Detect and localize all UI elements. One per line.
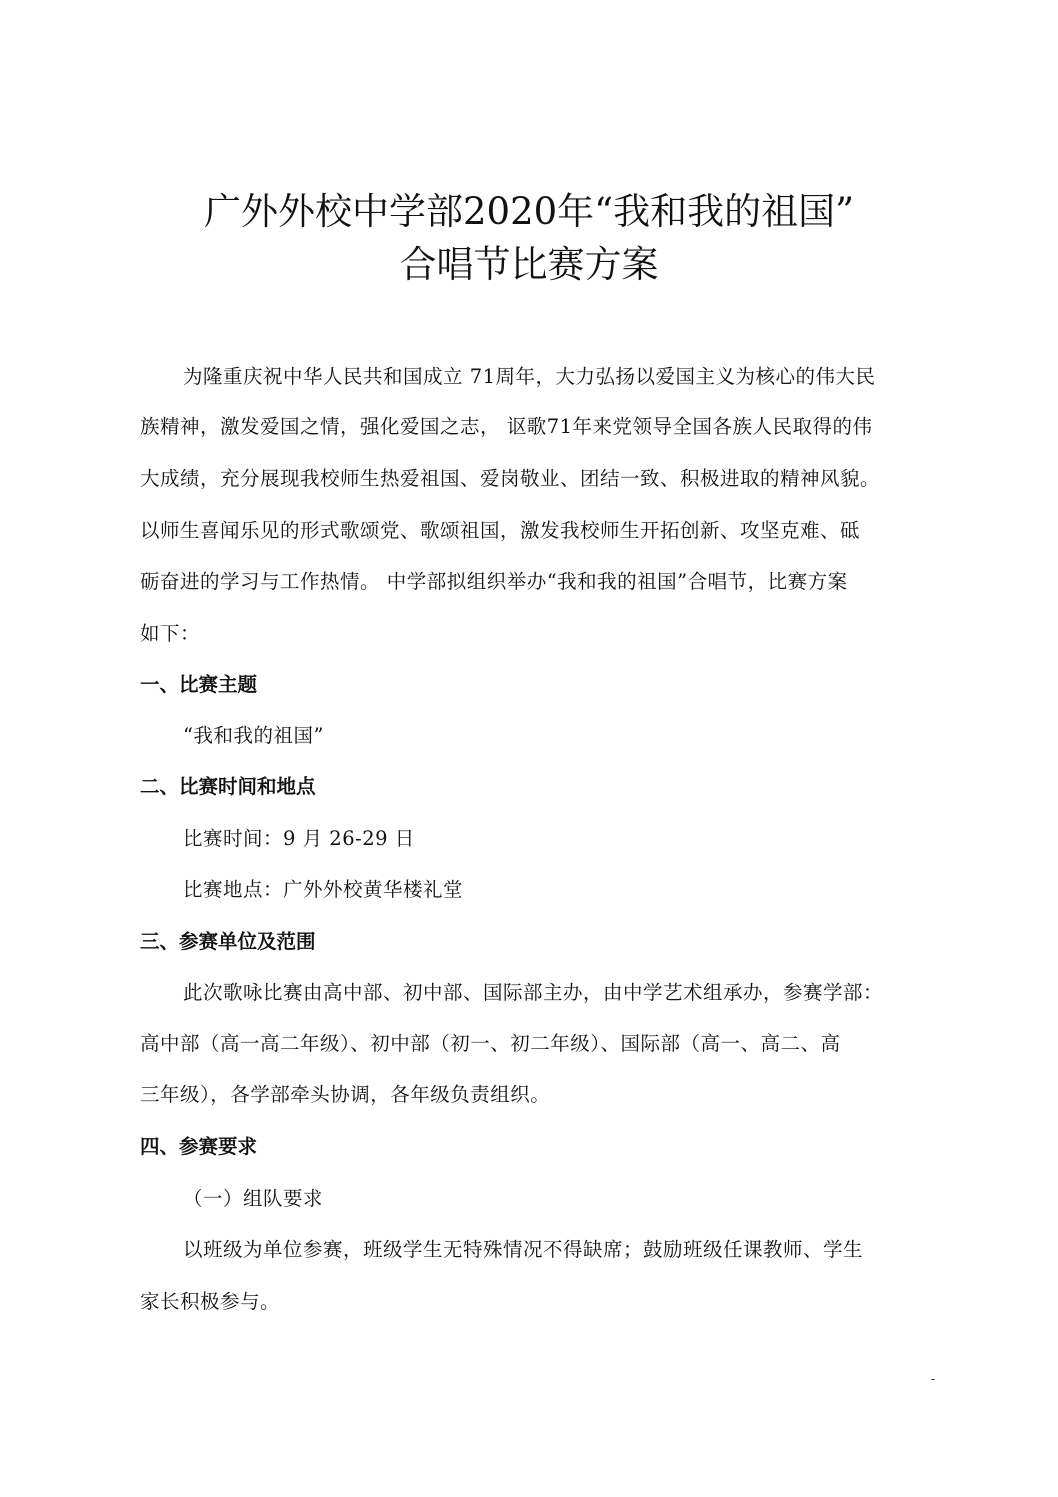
- intro-line-1: 为隆重庆祝中华人民共和国成立 71周年，大力弘扬以爱国主义为核心的伟大民: [183, 365, 876, 388]
- intro-line-6: 如下：: [140, 622, 201, 645]
- section-3-heading: 三、参赛单位及范围: [140, 930, 316, 953]
- section-3-line-2: 高中部（高一高二年级）、初中部（初一、初二年级）、国际部（高一、高二、高: [140, 1032, 841, 1055]
- page-number-mark: -: [931, 1372, 936, 1386]
- intro-line-2: 族精神，激发爱国之情，强化爱国之志， 讴歌71年来党领导全国各族人民取得的伟: [140, 415, 873, 438]
- section-1-heading: 一、比赛主题: [140, 673, 258, 696]
- section-4-sub-heading: （一）组队要求: [183, 1187, 324, 1210]
- document-title-line-1: 广外外校中学部2020年“我和我的祖国”: [204, 190, 854, 233]
- section-3-line-1: 此次歌咏比赛由高中部、初中部、国际部主办，由中学艺术组承办，参赛学部：: [183, 981, 884, 1004]
- section-1-theme: “我和我的祖国”: [183, 724, 324, 747]
- section-2-heading: 二、比赛时间和地点: [140, 775, 316, 798]
- intro-line-3: 大成绩，充分展现我校师生热爱祖国、爱岗敬业、团结一致、积极进取的精神风貌。: [140, 467, 881, 490]
- section-2-place: 比赛地点：广外外校黄华楼礼堂: [183, 878, 464, 901]
- section-4-heading: 四、参赛要求: [140, 1135, 258, 1158]
- section-4-line-2: 家长积极参与。: [140, 1290, 281, 1313]
- intro-line-5: 砺奋进的学习与工作热情。 中学部拟组织举办“我和我的祖国”合唱节，比赛方案: [140, 570, 848, 593]
- section-3-line-3: 三年级），各学部牵头协调，各年级负责组织。: [140, 1083, 551, 1106]
- section-2-time: 比赛时间：9 月 26-29 日: [183, 827, 415, 850]
- section-4-line-1: 以班级为单位参赛，班级学生无特殊情况不得缺席；鼓励班级任课教师、学生: [183, 1238, 864, 1261]
- intro-line-4: 以师生喜闻乐见的形式歌颂党、歌颂祖国，激发我校师生开拓创新、攻坚克难、砥: [140, 519, 861, 542]
- document-title-line-2: 合唱节比赛方案: [399, 243, 659, 286]
